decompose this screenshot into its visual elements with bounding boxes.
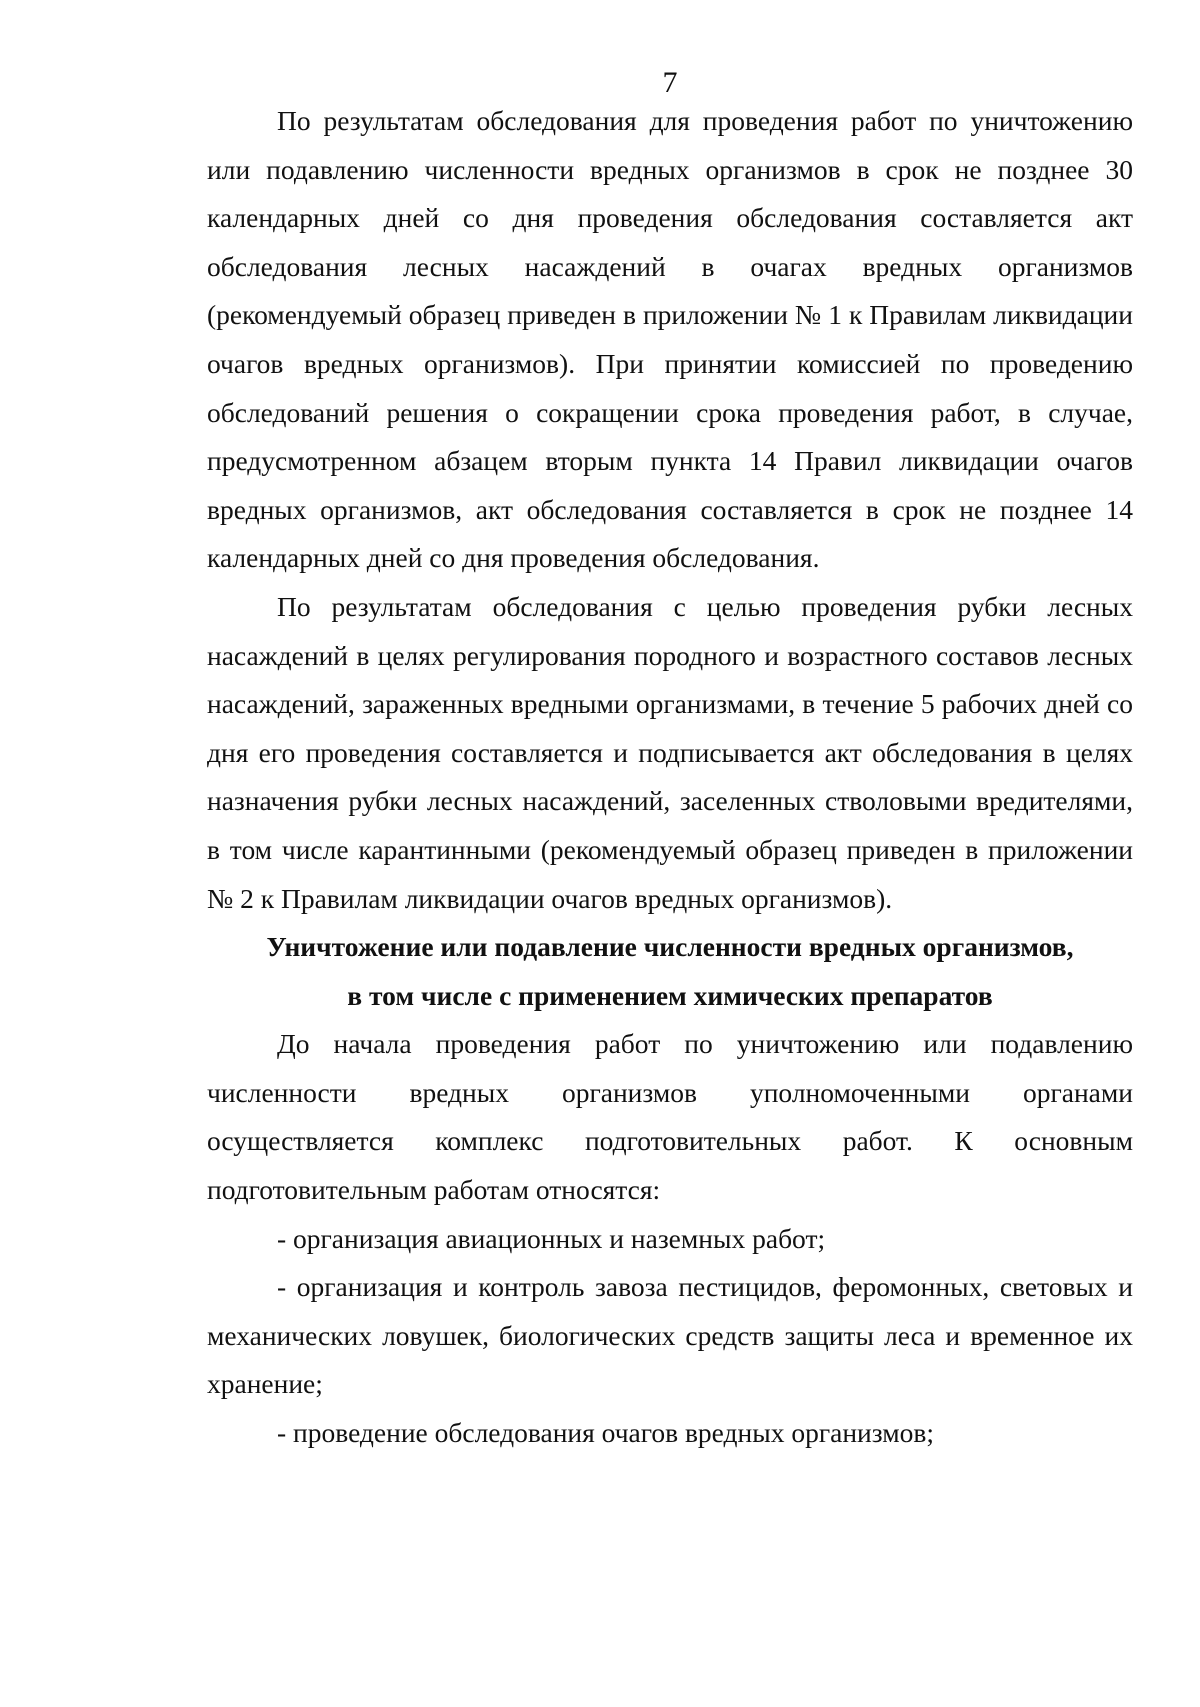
section-heading xyxy=(207,923,1133,1020)
list-item-pesticide-delivery: - организация и контроль завоза пестицидов, феромонных, световых и механических ловушек, биологических средств защиты леса и временное их хранение; xyxy=(207,1271,1133,1400)
document-body xyxy=(207,97,1133,1458)
paragraph-felling-act: По результатам обследования с целью проведения рубки лесных насаждений в целях регулирования породного и возрастного составов лесных насаждений, зараженных вредными организмами, в течение 5 рабочих дней со дня его проведения составляется и подписывается акт обследования в целях назначения рубки лесных насаждений, заселенных стволовыми вредителями, в том числе карантинными (рекомендуемый образец приведен в приложении № 2 к Правилам ликвидации очагов вредных организмов). xyxy=(207,590,1133,914)
paragraph-survey-act: По результатам обследования для проведения работ по уничтожению или подавлению численности вредных организмов в срок не позднее 30 календарных дней со дня проведения обследования составляется акт обследования лесных насаждений в очагах вредных организмов (рекомендуемый образец приведен в приложении № 1 к Правилам ликвидации очагов вредных организмов). При принятии комиссией по проведению обследований решения о сокращении срока проведения работ, в случае, предусмотренном абзацем вторым пункта 14 Правил ликвидации очагов вредных организмов, акт обследования составляется в срок не позднее 14 календарных дней со дня проведения обследования. xyxy=(207,105,1133,574)
list-item-outbreak-survey: - проведение обследования очагов вредных организмов; xyxy=(277,1417,935,1449)
paragraph-preparatory-works: До начала проведения работ по уничтожению или подавлению численности вредных организмов уполномоченными органами осуществляется комплекс подготовительных работ. К основным подготовительным работам относятся: xyxy=(207,1028,1133,1206)
list-item-aviation-ground-works: - организация авиационных и наземных работ; xyxy=(277,1222,826,1254)
section-heading-line-1: Уничтожение или подавление численности вредных организмов, xyxy=(266,931,1074,963)
page-number: 7 xyxy=(662,66,678,99)
section-heading-line-2: в том числе с применением химических препаратов xyxy=(347,979,993,1011)
